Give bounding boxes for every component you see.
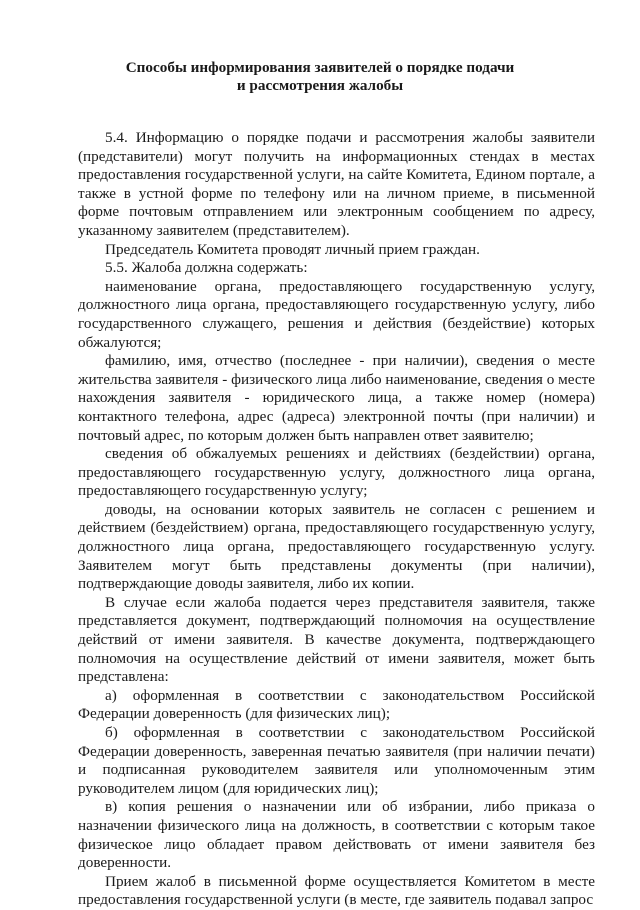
paragraph-item-c: в) копия решения о назначении или об избрании, либо приказа о назначении физического лица на должность, в соответствии с которым такое физическое лицо обладает правом действовать от имени заявителя без доверенности. (78, 798, 595, 872)
paragraph-5-5: 5.5. Жалоба должна содержать: (105, 259, 308, 277)
paragraph-personal-reception: Председатель Комитета проводят личный прием граждан. (105, 240, 480, 258)
section-title (0, 59, 640, 94)
paragraph-arguments: доводы, на основании которых заявитель не согласен с решением и действием (бездействием) органа, предоставляющего государственную услугу, должностного лица органа, предоставляющего государственную услугу. Заявителем могут быть представлены документы (при наличии), подтверждающие доводы заявителя, либо их копии. (78, 500, 595, 593)
paragraph-applicant-details: фамилию, имя, отчество (последнее - при наличии), сведения о месте жительства заявителя - физического лица либо наименование, сведения о месте нахождения заявителя - юридического лица, а также номер (номера) контактного телефона, адрес (адреса) электронной почты (при наличии) и почтовый адрес, по которым должен быть направлен ответ заявителю; (78, 352, 595, 444)
paragraph-written-complaints: Прием жалоб в письменной форме осуществляется Комитетом в месте предоставления государственной услуги (в месте, где заявитель подавал запрос (78, 872, 595, 909)
title-line-2: и рассмотрения жалобы (236, 76, 404, 94)
paragraph-5-4: 5.4. Информацию о порядке подачи и рассмотрения жалобы заявители (представители) могут получить на информационных стендах в местах предоставления государственной услуги, на сайте Комитета, Едином портале, а также в устной форме по телефону или на личном приеме, в письменной форме почтовым отправлением или электронным сообщением по адресу, указанному заявителем (представителем). (78, 129, 595, 239)
paragraph-item-b: б) оформленная в соответствии с законодательством Российской Федерации доверенность, заверенная печатью заявителя (при наличии печати) и подписанная руководителем заявителя или уполномоченным этим руководителем лицом (для юридических лиц); (78, 724, 595, 797)
paragraph-item-a: а) оформленная в соответствии с законодательством Российской Федерации доверенность (для физических лиц); (78, 686, 595, 723)
document-body (78, 129, 595, 910)
paragraph-representative: В случае если жалоба подается через представителя заявителя, также представляется документ, подтверждающий полномочия на осуществление действий от имени заявителя. В качестве документа, подтверждающего полномочия на осуществление действий от имени заявителя, может быть представлена: (78, 593, 595, 686)
paragraph-organ-name: наименование органа, предоставляющего государственную услугу, должностного лица органа, предоставляющего государственную услугу, либо государственного служащего, решения и действия (бездействие) которых обжалуются; (78, 277, 595, 351)
title-line-1: Способы информирования заявителей о порядке подачи (125, 59, 515, 76)
paragraph-appealed-decisions: сведения об обжалуемых решениях и действиях (бездействии) органа, предоставляющего государственную услугу, должностного лица органа, предоставляющего государственную услугу; (78, 445, 595, 500)
